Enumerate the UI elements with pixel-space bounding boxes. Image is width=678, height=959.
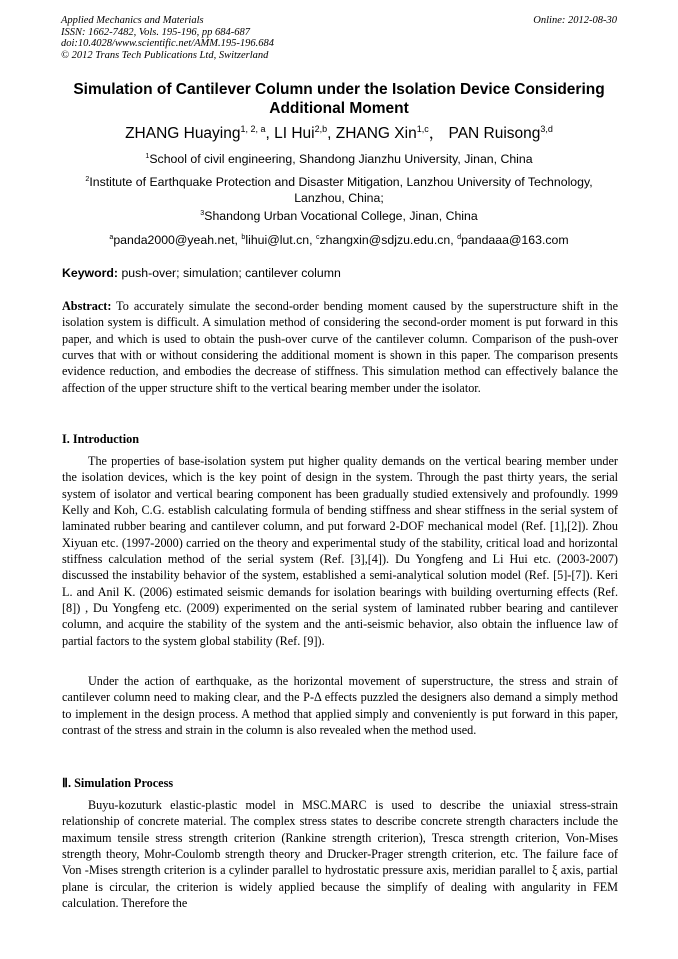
author-name: PAN Ruisong <box>448 125 541 142</box>
issn-line: ISSN: 1662-7482, Vols. 195-196, pp 684-687 <box>61 26 250 38</box>
email-address: lihui@lut.cn, <box>245 233 316 247</box>
online-date: Online: 2012-08-30 <box>533 15 617 26</box>
introduction-paragraph-2 <box>62 673 618 738</box>
email-list <box>60 232 618 248</box>
email-superscript: c <box>315 232 320 241</box>
author-superscript: 3,d <box>540 123 553 134</box>
abstract-label: Abstract: <box>62 299 112 313</box>
email-address: pandaaa@163.com <box>461 233 569 247</box>
affiliation-text: Institute of Earthquake Protection and Disaster Mitigation, Lanzhou University of Technology, Lanzhou, China; <box>89 175 593 205</box>
affiliation-superscript: 2 <box>85 174 90 183</box>
author-separator: ， <box>428 125 449 142</box>
author-name: ZHANG Xin <box>335 125 417 142</box>
affiliation-superscript: 1 <box>145 151 150 160</box>
abstract-text: To accurately simulate the second-order bending moment caused by the superstructure shift in the isolation system is difficult. A simulation method of considering the second-order moment is put forward in this paper, and which is used to obtain the push-over curve of the cantilever column. Comparison of the push-over curves that with or without considering the additional moment is shown in this paper. The comparison presents evidence reduction, and embodies the decrease of stiffness. This simulation method can effectively balance the affection of the upper structure shift to the vertical bearing member under the isolator. <box>62 299 618 395</box>
email-superscript: a <box>109 232 114 241</box>
journal-name: Applied Mechanics and Materials <box>61 15 204 26</box>
email-address: panda2000@yeah.net, <box>113 233 242 247</box>
affiliation-superscript: 3 <box>200 208 205 217</box>
journal-header <box>61 15 617 61</box>
author-superscript: 1,c <box>416 123 429 134</box>
email-superscript: b <box>241 232 246 241</box>
keywords <box>62 265 618 281</box>
affiliation-text: Shandong Urban Vocational College, Jinan, China <box>204 209 478 223</box>
abstract <box>62 298 618 396</box>
email-superscript: d <box>457 232 462 241</box>
paper-title: Simulation of Cantilever Column under the Isolation Device Considering Additional Moment <box>73 81 605 117</box>
section-heading-simulation: Ⅱ. Simulation Process <box>62 776 174 790</box>
keywords-label: Keyword: <box>62 266 119 280</box>
simulation-paragraph-1 <box>62 797 618 911</box>
introduction-paragraph-1 <box>62 453 618 649</box>
section-heading-introduction: I. Introduction <box>62 432 139 446</box>
author-superscript: 1, 2, a <box>240 123 266 134</box>
affiliation-1 <box>60 151 618 167</box>
author-list <box>60 124 618 144</box>
author-separator: , <box>265 125 275 142</box>
author-name: LI Hui <box>274 125 315 142</box>
affiliation-3 <box>60 208 618 224</box>
paragraph-text: The properties of base-isolation system put higher quality demands on the vertical bearing member under the isolation devices, which is the key point of design in the system. Through the past thirty years, the serial system of isolator and vertical bearing component has been gradually studied extensively and profoundly. 1999 Kelly and Koh, C.G. establish calculating formula of bending stiffness and shear stiffness in the serial system of laminated rubber bearing and cantilever column, and put forward 2-DOF mechanical model (Ref. [1],[2]). Zhou Xiyuan etc. (1997-2000) carried on the theory and experimental study of the stability, critical load and horizontal stiffness calculation method of the serial system (Ref. [3],[4]). Du Yongfeng and Li Hui etc. (2003-2007) discussed the instability behavior of the system, established a semi-analytical solution model (Ref. [5]-[7]). Keri L. and Anil K. (2006) estimated seismic demands for isolation bearings with building overturning effects (Ref. [8]) , Du Yongfeng etc. (2009) experimented on the serial system of laminated rubber bearing and cantilever column, and acquire the stability of the system and the anti-seismic behavior, also obtain the influence law of partial factors to the system global stability (Ref. [9]). <box>62 454 618 648</box>
paragraph-text: Under the action of earthquake, as the horizontal movement of superstructure, the stress and strain of cantilever column need to making clear, and the P-Δ effects puzzled the designers also demand a simply method to implement in the design process. A method that applied simply and conveniently is put forward in this paper, contrast of the stress and strain in the column is also revealed when the method used. <box>62 674 618 738</box>
author-name: ZHANG Huaying <box>125 125 241 142</box>
affiliation-2 <box>60 174 618 206</box>
keywords-text: push-over; simulation; cantilever column <box>118 266 341 280</box>
doi-line: doi:10.4028/www.scientific.net/AMM.195-196.684 <box>61 38 274 50</box>
paragraph-text: Buyu-kozuturk elastic-plastic model in MSC.MARC is used to describe the uniaxial stress-strain relationship of concrete material. The complex stress states to describe concrete strength characters include the maximum tensile stress strength criterion (Rankine strength criterion), Tresca strength criterion, Von-Mises strength theory, Mohr-Coulomb strength theory and Drucker-Prager strength criterion, etc. The failure face of Von -Mises strength criterion is a cylinder parallel to hydrostatic pressure axis, meridian parallel to ξ axis, partial plane is circular, the criterion is widely applied because the simplify of dealing with angularity in FEM calculation. Therefore the <box>62 798 618 911</box>
author-separator: , <box>327 125 336 142</box>
author-superscript: 2,b <box>314 123 328 134</box>
affiliation-text: School of civil engineering, Shandong Jianzhu University, Jinan, China <box>149 152 533 166</box>
email-address: zhangxin@sdjzu.edu.cn, <box>319 233 458 247</box>
copyright-line: © 2012 Trans Tech Publications Ltd, Switzerland <box>61 49 269 61</box>
